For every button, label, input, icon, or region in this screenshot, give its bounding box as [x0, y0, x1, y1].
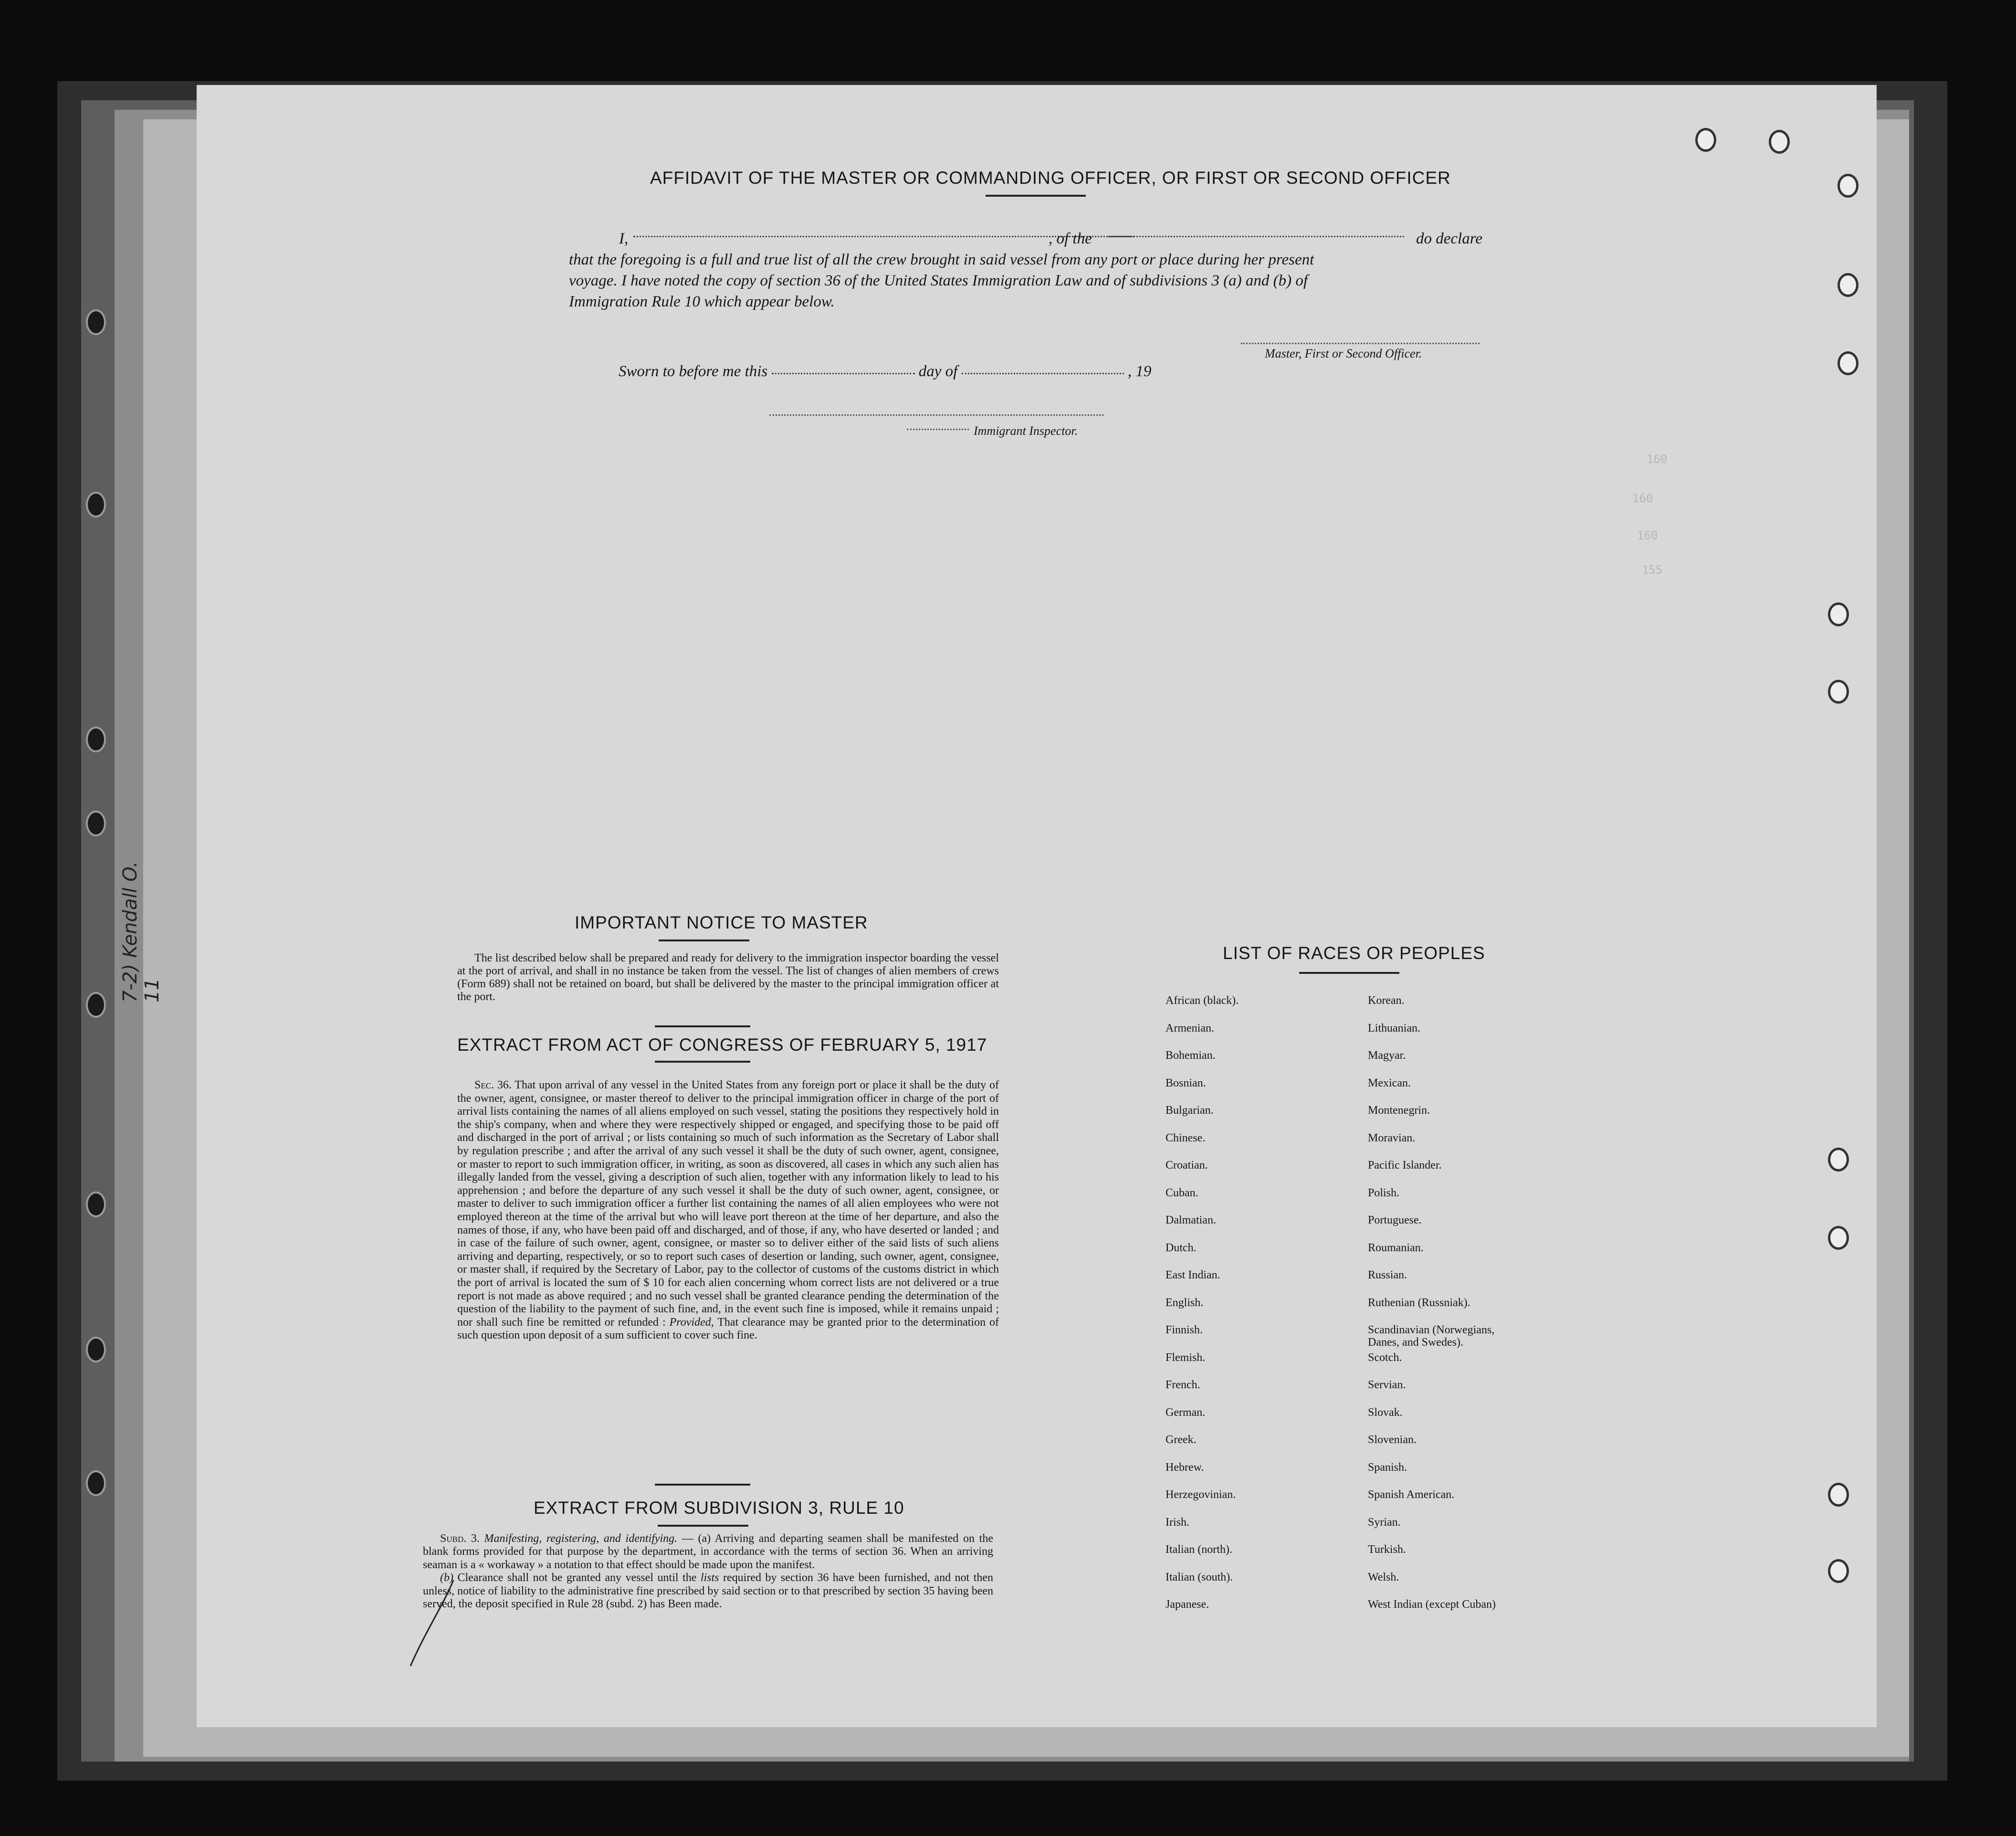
decl-do-declare: do declare: [1416, 230, 1482, 247]
subd-para-b-1: Clearance shall not be granted any vessel until the: [457, 1572, 697, 1584]
act-text-a: That upon arrival of any vessel in the United States from any foreign port or place it shall be the duty of the owner, agent, consignee, or master thereof to deliver to the principal immigration officer in charge of the port of arrival lists containing the names of all aliens employed on such vessel, stating the positions they respectively hold in the ship's company, when and where they were respectively shipped or engaged, and specifying those to be paid off and discharged in the port of arrival ; or lists containing so much of such information as the Secretary of Labor shall by regulation prescribe ; and after the arrival of any such vessel it shall be the duty of such owner, agent, consignee, or master to report to such immigration officer, in writing, as soon as discovered, all cases in which any such alien has illegally landed from the vessel, giving a description of such alien, together with any information likely to lead to his apprehension ; and before the departure of any such vessel it shall be the duty of such owner, agent, consignee, or master to deliver to such immigration officer a further list containing the names of all alien employees who were not employed thereon at the time of the arrival but who will leave port thereon at the time of her departure, and also the names of those, if any, who have been paid off and discharged, and of those, if any, who have deserted or landed ; and in case of the failure of such owner, agent, consignee, or master so to deliver either of the said lists of such aliens arriving and departing, respectively, or so to report such cases of desertion or landing, such owner, agent, consignee, or master shall, if required by the Secretary of Labor, pay to the collector of customs of the customs district in which the port of arrival is located the sum of $ 10 for each alien concerning whom correct lists are not delivered or a true report is not made as above required ; and no such vessel shall be granted clearance pending the determination of the question of the liability to the payment of such fine, and, in the event such fine is imposed, while it remains unpaid ; nor shall such fine be remitted or refunded :: [457, 1079, 999, 1329]
race-item: Finnish.: [1166, 1324, 1203, 1336]
race-item: Mexican.: [1368, 1076, 1411, 1089]
subd-para-b-2: required by section 36 have been furnished, and not then unless, notice of liability to the administrative fine prescribed by said section or to that prescribed by section 35 having been served, the deposit specified in Rule 28 (subd. 2) has Been made.: [423, 1572, 994, 1611]
race-item: Armenian.: [1166, 1022, 1214, 1034]
title-rule: [1299, 972, 1399, 974]
punch-ring: [1838, 273, 1858, 297]
inspector-signature-line[interactable]: [769, 414, 1103, 416]
race-item: Scandinavian (Norwegians, Danes, and Swedes).: [1368, 1324, 1495, 1349]
sworn-line: [619, 363, 1151, 380]
race-item: Lithuanian.: [1368, 1022, 1420, 1034]
inspector-label: Immigrant Inspector.: [974, 424, 1078, 438]
subdivision-text: [423, 1532, 993, 1611]
binder-hole: [86, 992, 106, 1018]
race-item: Spanish.: [1368, 1461, 1407, 1474]
affidavit-title: AFFIDAVIT OF THE MASTER OR COMMANDING OFFICER, OR FIRST OR SECOND OFFICER: [650, 168, 1451, 188]
sworn-month-blank[interactable]: [962, 373, 1124, 374]
races-column-a: [1166, 994, 1366, 1626]
bleed-through: 160: [1632, 492, 1653, 505]
subd-para-a-text: — (a) Arriving and departing seamen shall be manifested on the blank forms provided for that purpose by the department, in accordance with the terms of section 36. When an arriving seaman is a « workaway » a notation to that effect should be made upon the manifest.: [423, 1532, 994, 1571]
notice-body: The list described below shall be prepared and ready for delivery to the immigration inspector boarding the vessel at the port of arrival, and shall in no instance be taken from the vessel. The list of changes of alien members of crews (Form 689) shall not be retained on board, but shall be delivered by the master to the principal immigration officer at the port.: [457, 952, 999, 1003]
title-rule: [655, 1061, 750, 1063]
bleed-through: 160: [1637, 529, 1658, 542]
act-text-b: That clearance may be granted prior to the determination of such question upon deposit of a sum sufficient to cover such fine.: [457, 1316, 999, 1342]
subd-b-label: (b): [440, 1572, 453, 1584]
declaration-line-2: that the foregoing is a full and true list of all the crew brought in said vessel from any port or place during her present: [569, 251, 1314, 268]
race-item: East Indian.: [1166, 1269, 1220, 1281]
race-item: Flemish.: [1166, 1351, 1206, 1364]
race-item: Bulgarian.: [1166, 1104, 1214, 1117]
sworn-day-blank[interactable]: [772, 373, 915, 374]
race-item: Slovak.: [1368, 1406, 1403, 1419]
race-item: Turkish.: [1368, 1543, 1406, 1556]
race-item: Irish.: [1166, 1516, 1189, 1529]
races-column-b: [1368, 994, 1568, 1626]
race-item: Dutch.: [1166, 1241, 1197, 1254]
sworn-day-of: day of: [918, 363, 958, 380]
master-label: Master, First or Second Officer.: [1265, 347, 1422, 360]
punch-ring: [1828, 1226, 1849, 1250]
decl-i: I,: [619, 230, 629, 247]
race-item: Pacific Islander.: [1368, 1159, 1442, 1171]
binder-hole: [86, 727, 106, 752]
race-item: Polish.: [1368, 1186, 1400, 1199]
punch-ring: [1828, 602, 1849, 626]
race-item: Bosnian.: [1166, 1076, 1206, 1089]
title-rule: [659, 939, 749, 941]
decl-of-the: , of the: [1049, 230, 1092, 247]
race-item: Cuban.: [1166, 1186, 1198, 1199]
subdivision-para-a: [423, 1532, 993, 1572]
punch-ring: [1828, 680, 1849, 704]
race-item: Spanish American.: [1368, 1488, 1455, 1501]
subd-lists: lists: [700, 1572, 719, 1584]
binder-hole: [86, 1192, 106, 1217]
declaration-line-1: [569, 228, 1504, 249]
race-item: Dalmatian.: [1166, 1214, 1216, 1226]
race-item: Magyar.: [1368, 1049, 1406, 1062]
margin-handwritten-note: 7-2) Kendall O. 11: [119, 861, 163, 1002]
race-item: Montenegrin.: [1368, 1104, 1430, 1117]
race-item: Portuguese.: [1368, 1214, 1422, 1226]
title-rule: [986, 195, 1086, 197]
race-item: Herzegovinian.: [1166, 1488, 1236, 1501]
race-item: Italian (south).: [1166, 1571, 1233, 1583]
subd-label: Subd. 3.: [440, 1532, 480, 1545]
races-title: LIST OF RACES OR PEOPLES: [1223, 943, 1485, 963]
race-item: Bohemian.: [1166, 1049, 1216, 1062]
race-item: Scotch.: [1368, 1351, 1402, 1364]
punch-ring: [1695, 128, 1716, 152]
subdivision-title: EXTRACT FROM SUBDIVISION 3, RULE 10: [534, 1498, 904, 1518]
race-item: Roumanian.: [1368, 1241, 1424, 1254]
race-item: Ruthenian (Russniak).: [1368, 1296, 1470, 1309]
vessel-blank[interactable]: [1108, 236, 1404, 237]
bleed-through: 160: [1647, 453, 1668, 466]
section-rule: [655, 1484, 750, 1486]
section-rule: [655, 1025, 750, 1027]
act-title: EXTRACT FROM ACT OF CONGRESS OF FEBRUARY 5, 1917: [457, 1035, 987, 1055]
subdivision-para-b: [423, 1572, 993, 1611]
master-signature-line[interactable]: [1241, 343, 1480, 344]
race-item: Chinese.: [1166, 1131, 1206, 1144]
race-item: German.: [1166, 1406, 1206, 1419]
race-item: Croatian.: [1166, 1159, 1208, 1171]
race-item: Moravian.: [1368, 1131, 1416, 1144]
subd-heading: Manifesting, registering, and identifying.: [484, 1532, 678, 1545]
race-item: English.: [1166, 1296, 1204, 1309]
race-item: West Indian (except Cuban): [1368, 1598, 1496, 1611]
race-item: French.: [1166, 1379, 1200, 1391]
declaration-line-4: Immigration Rule 10 which appear below.: [569, 293, 835, 310]
race-item: Welsh.: [1368, 1571, 1399, 1583]
punch-ring: [1838, 174, 1858, 198]
bleed-through: 155: [1642, 563, 1663, 577]
race-item: Russian.: [1368, 1269, 1407, 1281]
punch-ring: [1838, 351, 1858, 375]
notice-title: IMPORTANT NOTICE TO MASTER: [575, 913, 868, 932]
race-item: Italian (north).: [1166, 1543, 1232, 1556]
punch-ring: [1828, 1483, 1849, 1507]
race-item: Hebrew.: [1166, 1461, 1204, 1474]
race-item: Korean.: [1368, 994, 1405, 1007]
binder-hole: [86, 492, 106, 517]
binder-hole: [86, 811, 106, 836]
declaration-block: [569, 228, 1504, 312]
race-item: African (black).: [1166, 994, 1239, 1007]
sworn-prefix: Sworn to before me this: [619, 363, 768, 380]
handwritten-mark: [406, 1575, 463, 1671]
act-provided: Provided,: [669, 1316, 714, 1329]
declaration-line-3: voyage. I have noted the copy of section 36 of the United States Immigration Law and of subdivisions 3 (a) and (b) of: [569, 272, 1308, 289]
act-section-36-text: [457, 1079, 999, 1342]
race-item: Japanese.: [1166, 1598, 1209, 1611]
inspector-dots: [907, 429, 969, 430]
document-page: [197, 85, 1877, 1727]
sworn-year: , 19: [1127, 363, 1152, 380]
title-rule: [658, 1525, 748, 1527]
binder-hole: [86, 309, 106, 335]
punch-ring: [1769, 130, 1790, 154]
punch-ring: [1828, 1148, 1849, 1171]
race-item: Syrian.: [1368, 1516, 1401, 1529]
binder-hole: [86, 1337, 106, 1362]
binder-hole: [86, 1470, 106, 1496]
race-item: Slovenian.: [1368, 1434, 1417, 1446]
race-item: Greek.: [1166, 1434, 1197, 1446]
punch-ring: [1828, 1559, 1849, 1583]
section-label: Sec. 36.: [474, 1079, 512, 1091]
race-item: Servian.: [1368, 1379, 1406, 1391]
